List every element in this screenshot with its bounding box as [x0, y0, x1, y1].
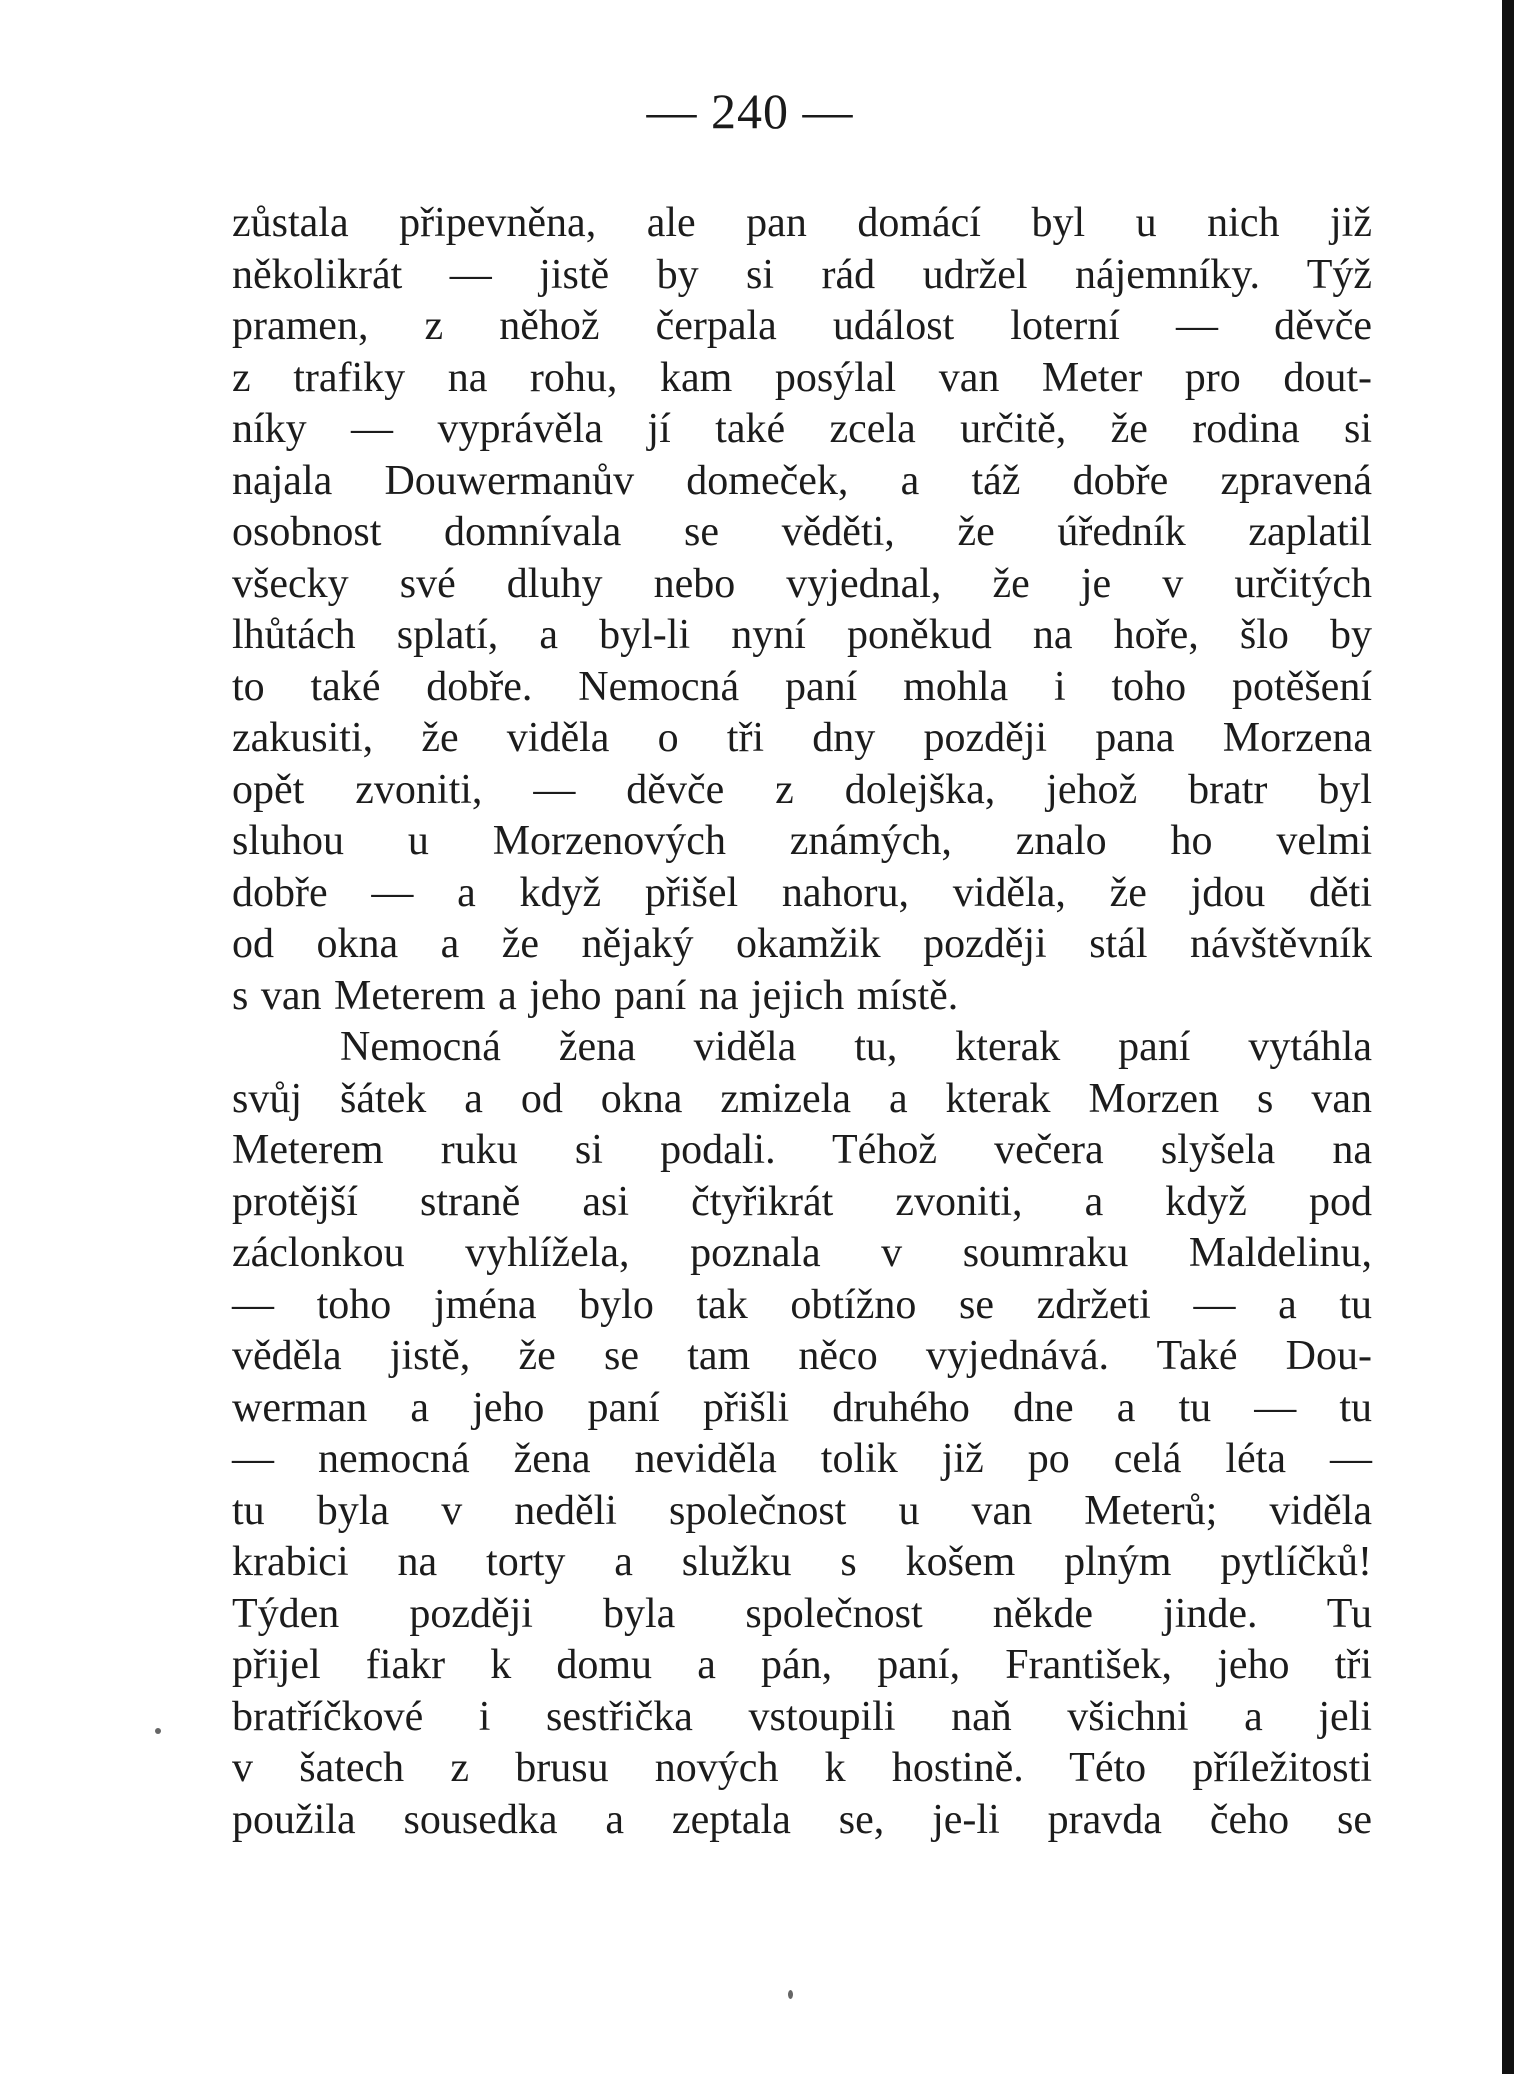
text-line: — nemocná žena neviděla tolik již po celá léta — — [232, 1436, 1372, 1482]
text-line: z trafiky na rohu, kam posýlal van Meter pro dout- — [232, 354, 1372, 401]
text-line: několikrát — jistě by si rád udržel nájemníky. Týž — [232, 251, 1372, 298]
text-line: lhůtách splatí, a byl-li nyní poněkud na hoře, šlo by — [232, 612, 1372, 658]
text-line: najala Douwermanův domeček, a táž dobře zpravená — [232, 457, 1372, 504]
page-number: — 240 — — [646, 83, 854, 139]
text-line: bratříčkové i sestřička vstoupili naň všichni a jeli — [232, 1693, 1372, 1740]
text-line: zůstala připevněna, ale pan domácí byl u nich již — [232, 200, 1372, 246]
text-line: níky — vyprávěla jí také zcela určitě, že rodina si — [232, 406, 1372, 452]
print-speck — [788, 1990, 793, 1999]
text-line: záclonkou vyhlížela, poznala v soumraku Maldelinu, — [232, 1230, 1372, 1276]
text-line: sluhou u Morzenových známých, znalo ho velmi — [232, 818, 1372, 864]
text-line: dobře — a když přišel nahoru, viděla, že jdou děti — [232, 869, 1372, 916]
text-line: werman a jeho paní přišli druhého dne a tu — tu — [232, 1384, 1372, 1431]
text-line: svůj šátek a od okna zmizela a kterak Morzen s van — [232, 1075, 1372, 1122]
print-speck — [155, 1728, 161, 1734]
text-line: Týden později byla společnost někde jinde. Tu — [232, 1590, 1372, 1637]
text-line: to také dobře. Nemocná paní mohla i toho potěšení — [232, 663, 1372, 710]
text-line-paragraph-start: Nemocná žena viděla tu, kterak paní vytáhla — [340, 1024, 1372, 1070]
text-line: s van Meterem a jeho paní na jejich místě. — [232, 972, 959, 1019]
text-line: krabici na torty a služku s košem plným pytlíčků! — [232, 1539, 1372, 1585]
text-line: přijel fiakr k domu a pán, paní, František, jeho tři — [232, 1642, 1372, 1688]
text-line: od okna a že nějaký okamžik později stál návštěvník — [232, 921, 1372, 967]
text-line: zakusiti, že viděla o tři dny později pana Morzena — [232, 715, 1372, 761]
body-text — [232, 198, 1372, 1846]
text-line: tu byla v neděli společnost u van Meterů; viděla — [232, 1487, 1372, 1534]
text-line: v šatech z brusu nových k hostině. Této příležitosti — [232, 1745, 1372, 1791]
text-line: Meterem ruku si podali. Téhož večera slyšela na — [232, 1127, 1372, 1173]
text-line: pramen, z něhož čerpala událost loterní — děvče — [232, 303, 1372, 349]
text-line: — toho jména bylo tak obtížno se zdržeti — a tu — [232, 1281, 1372, 1328]
text-line: osobnost domnívala se věděti, že úředník zaplatil — [232, 509, 1372, 555]
text-line: věděla jistě, že se tam něco vyjednává. Také Dou- — [232, 1333, 1372, 1379]
text-line: všecky své dluhy nebo vyjednal, že je v určitých — [232, 560, 1372, 607]
page-edge-border — [1502, 0, 1514, 2074]
text-line: použila sousedka a zeptala se, je-li pravda čeho se — [232, 1796, 1372, 1843]
text-line: opět zvoniti, — děvče z dolejška, jehož bratr byl — [232, 766, 1372, 813]
text-line: protější straně asi čtyřikrát zvoniti, a když pod — [232, 1178, 1372, 1225]
